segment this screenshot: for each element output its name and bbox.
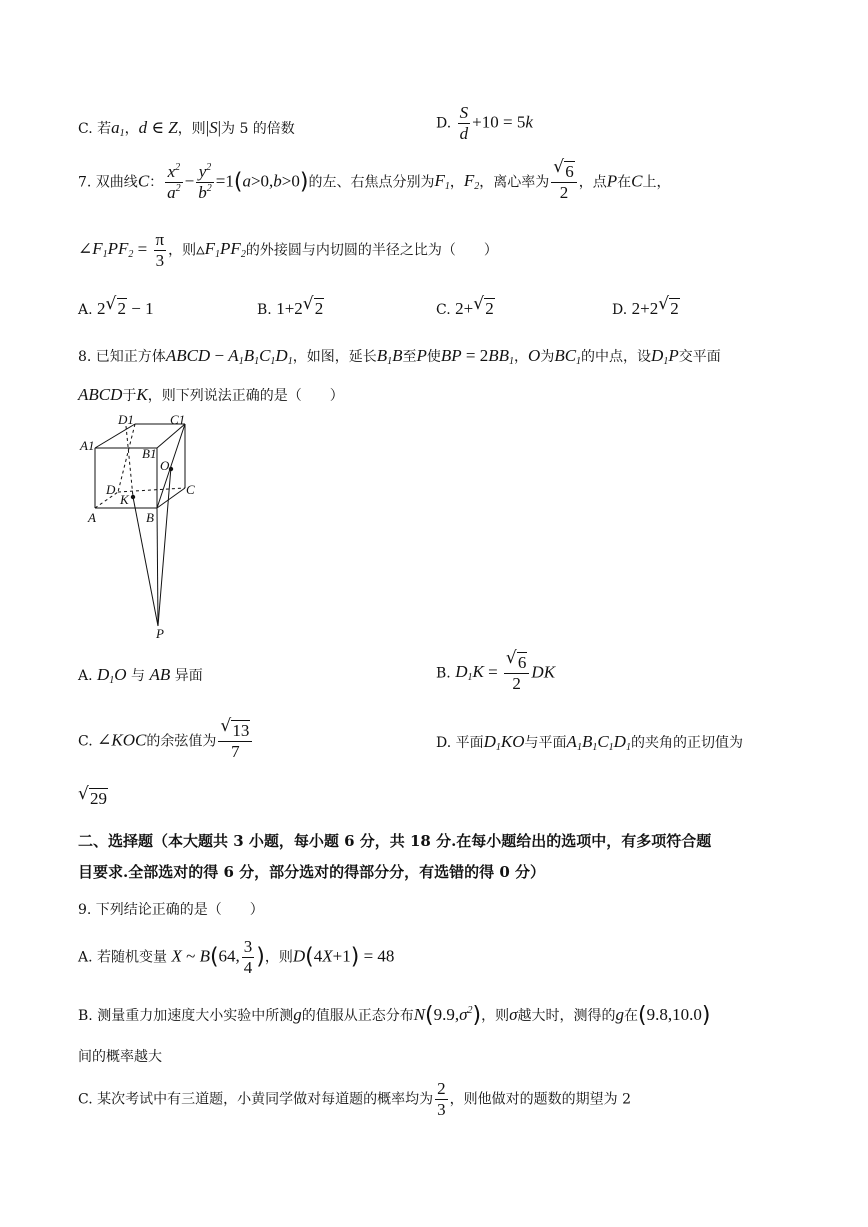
label-d1: D1 (118, 412, 134, 427)
label-b1: B1 (142, 446, 157, 461)
q6-option-d: D. $\frac{S}{d}$ +10 = 5k (436, 103, 533, 143)
q8-option-a: A. $D_1O$ 与 AB 异面 (78, 665, 203, 686)
q9-option-a: A. 若随机变量 X ~ B(64, $\frac{3}{4}$ )，则D(4X+1) = 48 (78, 937, 395, 977)
q8-option-b: B. $D_1K$ = √ 6 2 DK (436, 648, 556, 693)
q7-option-b: B. 1+2 √ 2 (257, 294, 324, 318)
q7-stem-line2: $\angle F_1PF_2$ = $\frac{\pi}{3}$ ，则$▵F_1PF_2$的外接圆与内切圆的半径之比为（ ） (78, 230, 498, 270)
label-o: O (160, 458, 170, 473)
q6-option-c: C. 若$a_1$，d ∈ Z，则|S|为 5 的倍数 (78, 118, 295, 139)
q8-stem-line2: ABCD于K，则下列说法正确的是（ ） (78, 385, 344, 404)
label-a: A (88, 510, 96, 525)
q8-option-d: D. 平面$D_1KO$与平面$A_1B_1C_1D_1$的夹角的正切值为 (436, 732, 743, 753)
label-d: D (106, 482, 116, 497)
q7-option-d: D. 2+2 √ 2 (612, 294, 679, 318)
q7-option-a: A. 2 √ 2 − 1 (78, 294, 154, 318)
cube-figure (78, 412, 208, 644)
section-heading-line1: 二、选择题（本大题共 3 小题，每小题 6 分，共 18 分.在每小题给出的选项中，有多项符合题 (78, 832, 712, 850)
label-c1: C1 (170, 412, 186, 427)
label-a1: A1 (80, 438, 95, 453)
q9-option-b: B. 测量重力加速度大小实验中所测g的值服从正态分布$N(9.9,\sigma^2)$，则σ越大时，测得的g在(9.8,10.0) (78, 1003, 711, 1028)
q7-stem-line1: 7. 双曲线C： $\frac{x^2}{a^2}$ − $\frac{y^2}{b^2}$ =1(a>0,b>0)的左、右焦点分别为$F_1$，$F_2$，离心率为 √ 6 2 ，点P在C上， (78, 157, 671, 202)
q8-stem-line1: 8. 已知正方体ABCD − $A_1B_1C_1D_1$，如图，延长$B_1B$至P使BP = $2BB_1$，O为$BC_1$的中点，设$D_1P$交平面 (78, 346, 721, 367)
label-p: P (156, 626, 164, 641)
q9-option-b-line2: 间的概率越大 (78, 1049, 162, 1065)
q9-stem: 9. 下列结论正确的是（ ） (78, 902, 264, 918)
q9-option-c: C. 某次考试中有三道题，小黄同学做对每道题的概率均为 $\frac{2}{3}$ ，则他做对的题数的期望为 2 (78, 1079, 631, 1119)
q7-option-c: C. 2+ √ 2 (436, 294, 494, 318)
q8-option-d-value: √ 29 (78, 784, 107, 808)
label-k: K (120, 492, 129, 507)
label-b: B (146, 510, 154, 525)
label-c: C (186, 482, 195, 497)
q8-option-c: C. ∠KOC的余弦值为 √ 13 7 (78, 722, 254, 761)
section-heading-line2: 目要求.全部选对的得 6 分，部分选对的得部分分，有选错的得 0 分） (78, 863, 545, 881)
